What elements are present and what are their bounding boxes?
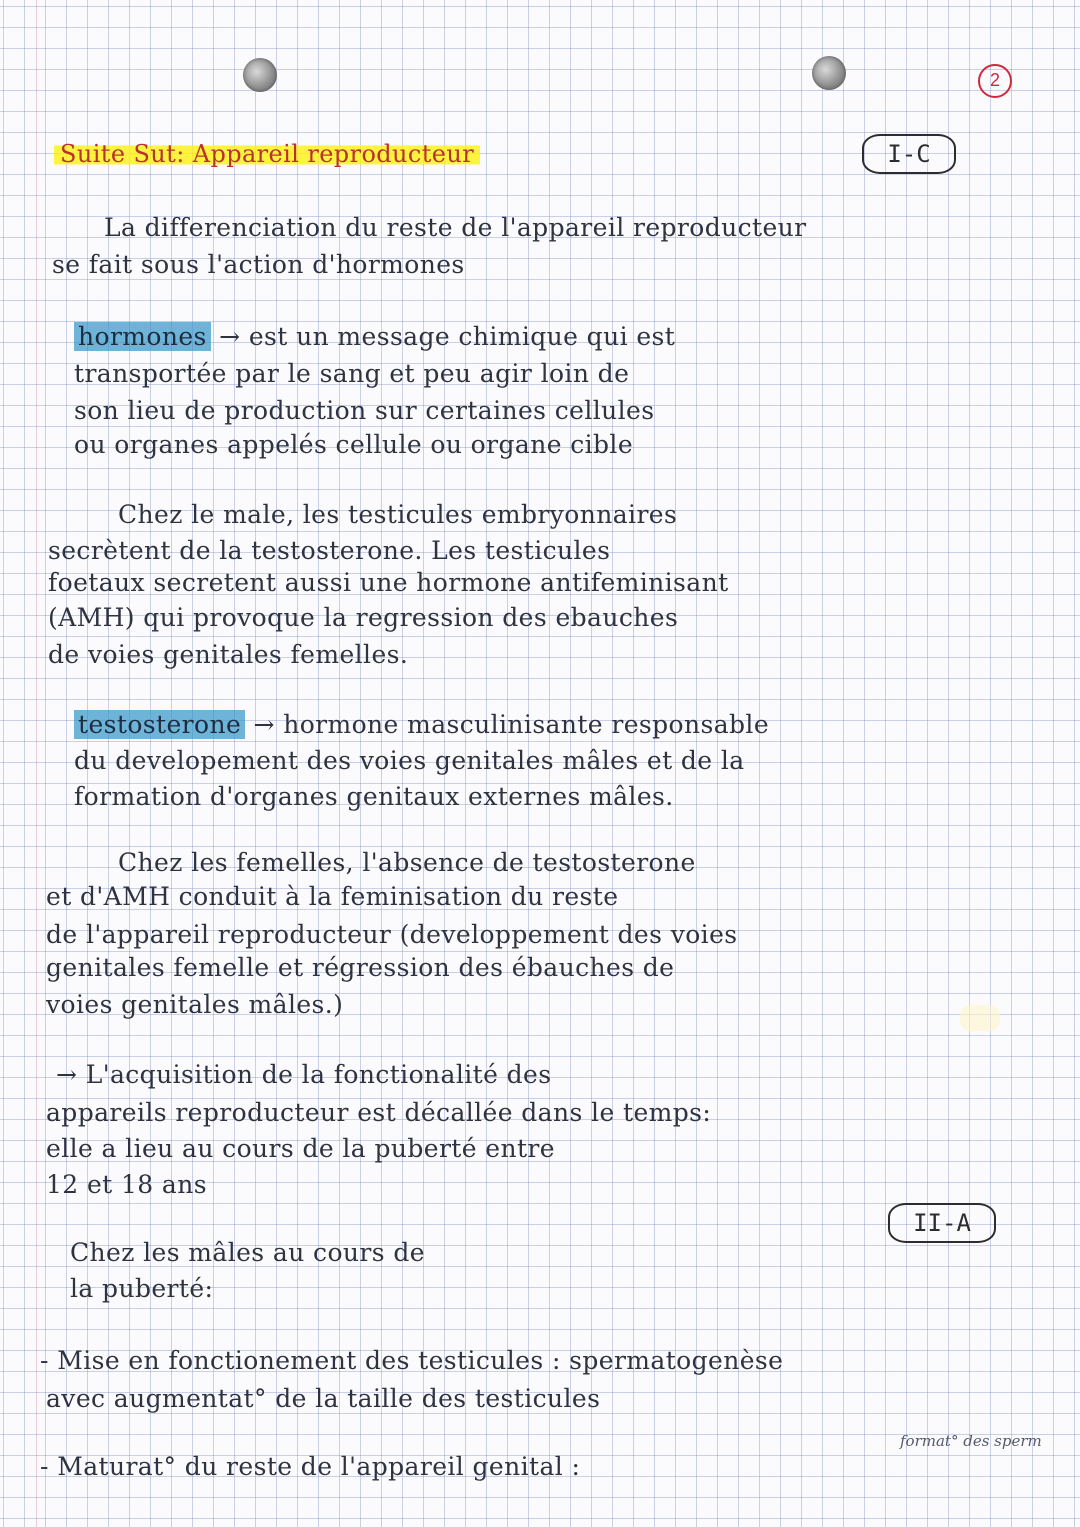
- binder-hole-left: [243, 58, 277, 92]
- intro-line-2: se fait sous l'action d'hormones: [52, 250, 465, 279]
- male-para-line-4: (AMH) qui provoque la regression des ebauches: [48, 603, 679, 632]
- female-para-line-3: de l'appareil reproducteur (developpement des voies: [46, 920, 738, 949]
- testo-def-line-1: [74, 710, 769, 739]
- intro-line-1: La differenciation du reste de l'appareil reproducteur: [104, 213, 807, 242]
- puberty-line-1: Chez les mâles au cours de: [70, 1238, 425, 1267]
- male-para-line-3: foetaux secretent aussi une hormone antifeminisant: [48, 568, 729, 597]
- acquisition-line-1: → L'acquisition de la fonctionalité des: [56, 1060, 552, 1089]
- testo-def-line-3: formation d'organes genitaux externes mâles.: [74, 782, 674, 811]
- testo-def-text-1: → hormone masculinisante responsable: [253, 710, 770, 739]
- male-para-line-5: de voies genitales femelles.: [48, 640, 409, 669]
- binder-hole-right: [812, 56, 846, 90]
- male-para-line-2: secrètent de la testosterone. Les testicules: [48, 536, 611, 565]
- hormone-def-line-3: son lieu de production sur certaines cellules: [74, 396, 655, 425]
- section-tag-1c: I-C: [862, 134, 956, 174]
- section-tag-2a: II-A: [888, 1203, 996, 1243]
- male-para-line-1: Chez le male, les testicules embryonnaires: [118, 500, 678, 529]
- title-line: [54, 140, 480, 168]
- testosterone-term: testosterone: [74, 710, 245, 739]
- margin-line: [36, 0, 37, 1527]
- female-para-line-5: voies genitales mâles.): [46, 990, 344, 1019]
- female-para-line-1: Chez les femelles, l'absence de testosterone: [118, 848, 696, 877]
- testo-def-line-2: du developement des voies genitales mâles et de la: [74, 746, 745, 775]
- acquisition-line-2: appareils reproducteur est décallée dans le temps:: [46, 1098, 712, 1127]
- hormone-def-text-1: → est un message chimique qui est: [219, 322, 676, 351]
- page-number: 2: [978, 64, 1012, 98]
- hormones-term: hormones: [74, 322, 211, 351]
- female-para-line-4: genitales femelle et régression des ébauches de: [46, 953, 675, 982]
- page-title: Suite Sut: Appareil reproducteur: [54, 140, 480, 168]
- bullet-1-line-1: - Mise en fonctionement des testicules : spermatogenèse: [40, 1346, 784, 1375]
- margin-note: format° des sperm: [900, 1432, 1042, 1450]
- acquisition-line-3: elle a lieu au cours de la puberté entre: [46, 1134, 555, 1163]
- bullet-1-line-2: avec augmentat° de la taille des testicules: [46, 1384, 601, 1413]
- hormone-def-line-1: [74, 322, 675, 351]
- bullet-2-line-1: - Maturat° du reste de l'appareil genital :: [40, 1452, 581, 1481]
- female-para-line-2: et d'AMH conduit à la feminisation du reste: [46, 882, 619, 911]
- hormone-def-line-4: ou organes appelés cellule ou organe cible: [74, 430, 634, 459]
- hormone-def-line-2: transportée par le sang et peu agir loin de: [74, 359, 630, 388]
- acquisition-line-4: 12 et 18 ans: [46, 1170, 207, 1199]
- paper-smudge: [960, 1005, 1000, 1031]
- puberty-line-2: la puberté:: [70, 1274, 214, 1303]
